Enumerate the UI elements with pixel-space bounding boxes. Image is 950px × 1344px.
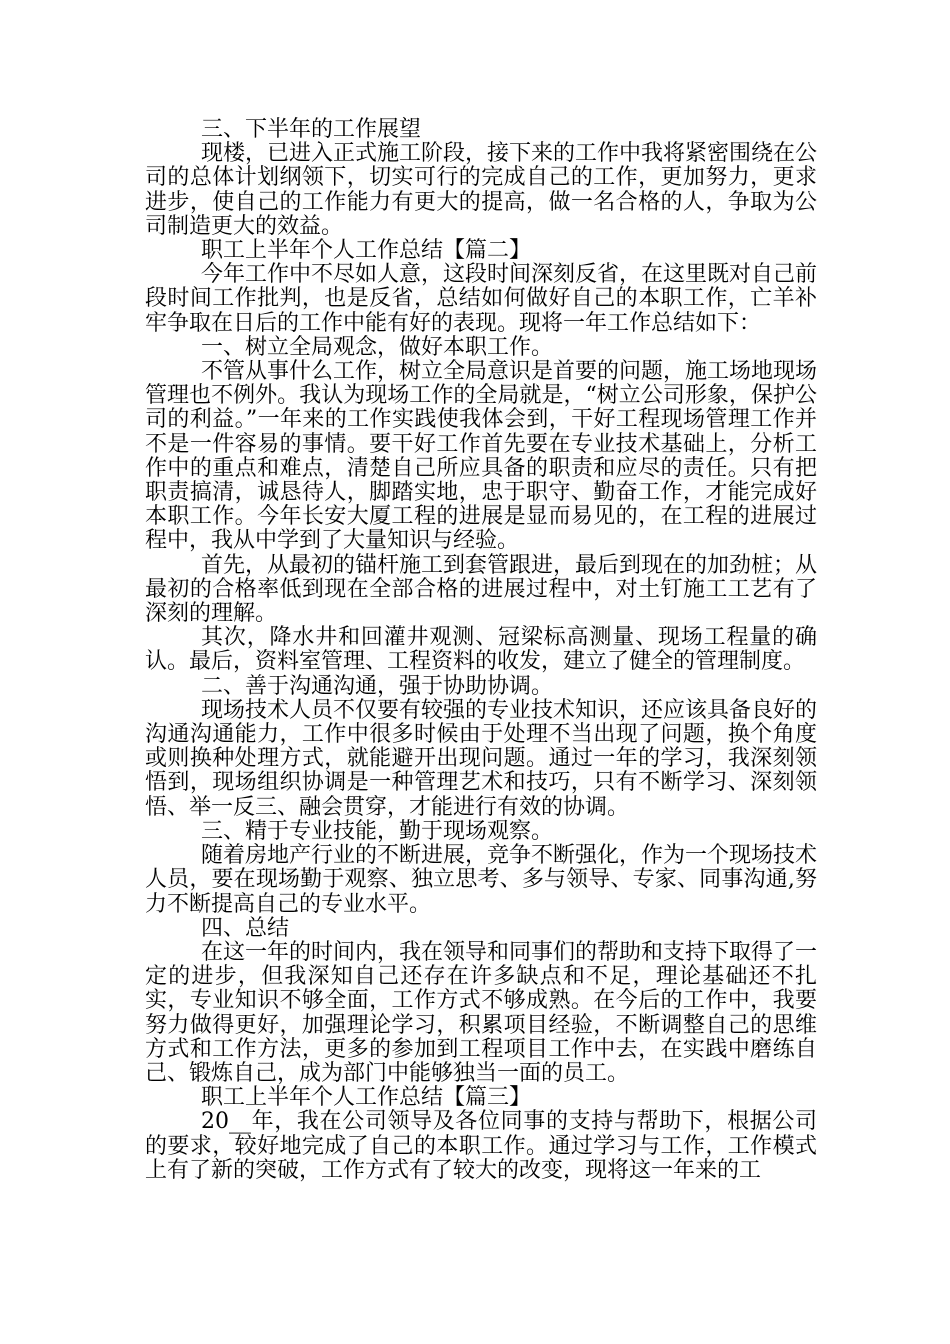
paragraph: 今年工作中不尽如人意，这段时间深刻反省，在这里既对自己前段时间工作批判，也是反省，总结如何做好自己的本职工作，亡羊补牢争取在日后的工作中能有好的表现。现将一年工作总结如下： (145, 262, 818, 336)
section-heading: 三、精于专业技能，勤于现场观察。 (201, 818, 554, 844)
paragraph: 在这一年的时间内，我在领导和同事们的帮助和支持下取得了一定的进步，但我深知自己还存在许多缺点和不足，理论基础还不扎实，专业知识不够全面，工作方式不够成熟。在今后的工作中，我要努力做得更好，加强理论学习，积累项目经验，不断调整自己的思维方式和工作方法，更多的参加到工程项目工作中去，在实践中磨练自己、锻炼自己，成为部门中能够独当一面的员工。 (145, 939, 818, 1086)
paragraph: 现楼，已进入正式施工阶段，接下来的工作中我将紧密围绕在公司的总体计划纲领下，切实可行的完成自己的工作，更加努力，更求进步，使自己的工作能力有更大的提高，做一名合格的人，争取为公司制造更大的效益。 (145, 141, 818, 239)
paragraph: 不管从事什么工作，树立全局意识是首要的问题，施工场地现场管理也不例外。我认为现场工作的全局就是，“树立公司形象，保护公司的利益。”一年来的工作实践使我体会到，干好工程现场管理工作并不是一件容易的事情。要干好工作首先要在专业技术基础上，分析工作中的重点和难点，清楚自己所应具备的职责和应尽的责任。只有把职责搞清，诚恳待人，脚踏实地，忠于职守、勤奋工作，才能完成好本职工作。今年长安大厦工程的进展是显而易见的，在工程的进展过程中，我从中学到了大量知识与经验。 (145, 359, 818, 554)
section-heading: 三、下半年的工作展望 (201, 117, 422, 142)
paragraph: 首先，从最初的锚杆施工到套管跟进，最后到现在的加劲桩；从最初的合格率低到现在全部合格的进展过程中，对土钉施工工艺有了深刻的理解。 (145, 552, 818, 627)
document-body (145, 118, 817, 1183)
article-title: 职工上半年个人工作总结【篇三】 (201, 1085, 532, 1111)
section-heading: 二、善于沟通沟通，强于协助协调。 (201, 673, 554, 699)
paragraph: 其次，降水井和回灌井观测、冠梁标高测量、现场工程量的确认。最后，资料室管理、工程资料的收发，建立了健全的管理制度。 (145, 625, 817, 675)
section-heading: 四、总结 (201, 915, 290, 941)
paragraph: 现场技术人员不仅要有较强的专业技术知识，还应该具备良好的沟通沟通能力，工作中很多时候由于处理不当出现了问题，换个角度或则换种处理方式，就能避开出现问题。通过一年的学习，我深刻领悟到，现场组织协调是一种管理艺术和技巧，只有不断学习、深刻领悟、举一反三、融会贯穿，才能进行有效的协调。 (145, 697, 818, 820)
section-heading: 一、树立全局观念，做好本职工作。 (201, 334, 554, 360)
paragraph: 20__年，我在公司领导及各位同事的支持与帮助下，根据公司的要求，较好地完成了自己的本职工作。通过学习与工作，工作模式上有了新的突破，工作方式有了较大的改变，现将这一年来的工 (145, 1109, 817, 1183)
paragraph: 随着房地产行业的不断进展，竞争不断强化，作为一个现场技术人员，要在现场勤于观察、独立思考、多与领导、专家、同事沟通,努力不断提高自己的专业水平。 (145, 843, 818, 917)
article-title: 职工上半年个人工作总结【篇二】 (201, 238, 532, 264)
